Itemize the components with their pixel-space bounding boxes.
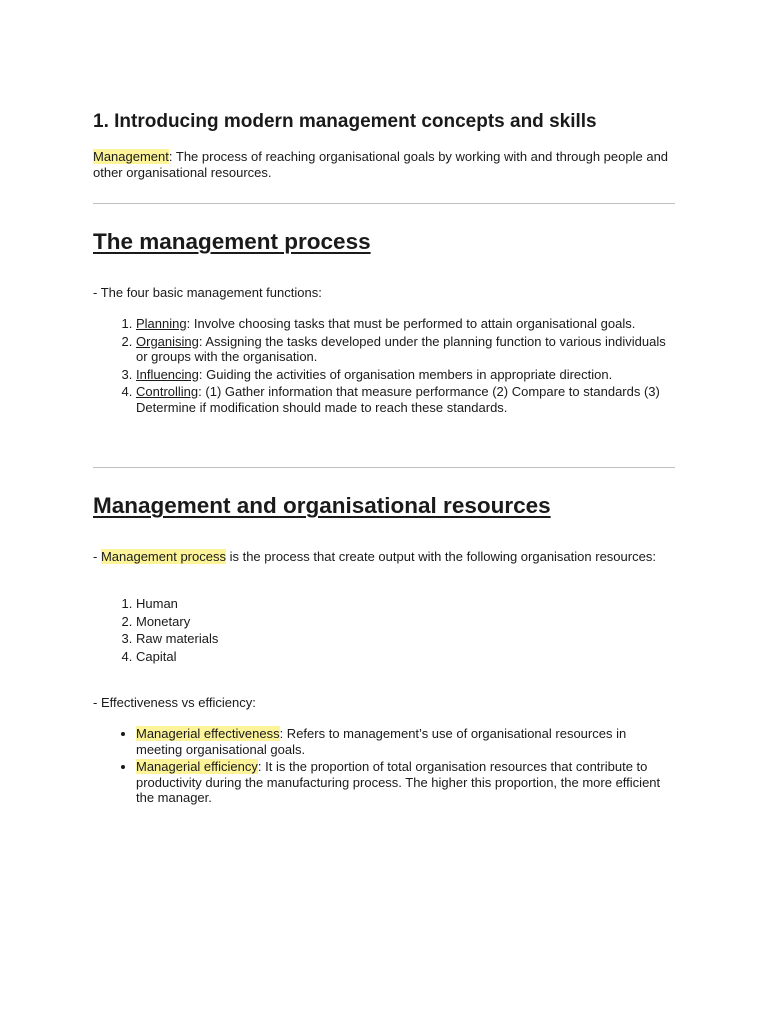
highlighted-term: Management bbox=[93, 149, 169, 164]
list-item: 4. Controlling: (1) Gather information that measure performance (2) Compare to standards (3) Determine if modification should made to reach these standards. bbox=[136, 384, 675, 415]
list-item: 1. Planning: Involve choosing tasks that must be performed to attain organisational goals. bbox=[136, 316, 675, 332]
list-item: • Managerial efficiency: It is the proportion of total organisation resources that contribute to productivity during the manufacturing process. The higher this proportion, the more efficient the manager. bbox=[136, 759, 675, 806]
heading-management-process: The management process bbox=[93, 229, 371, 254]
divider bbox=[93, 203, 675, 204]
highlighted-term: Management process bbox=[100, 549, 226, 564]
definition-text: : The process of reaching organisational goals by working with and through people and other organisational resources. bbox=[93, 149, 669, 180]
functions-list bbox=[93, 316, 675, 417]
list-item: 1. Human bbox=[136, 596, 675, 612]
list-item: 3. Influencing: Guiding the activities of organisation members in appropriate direction. bbox=[136, 367, 675, 383]
section-title-intro: 1. Introducing modern management concepts and skills bbox=[93, 111, 597, 132]
function-term: Influencing bbox=[136, 366, 199, 382]
effectiveness-intro: - Effectiveness vs efficiency: bbox=[93, 695, 256, 710]
effectiveness-list bbox=[93, 726, 675, 808]
highlighted-term: Managerial efficiency bbox=[136, 759, 258, 774]
highlighted-term: Managerial effectiveness bbox=[136, 726, 280, 741]
function-term: Organising bbox=[136, 333, 199, 349]
resources-intro: - Management process is the process that create output with the following organisation resources: bbox=[93, 549, 656, 564]
function-term: Controlling bbox=[136, 384, 199, 399]
resources-list bbox=[93, 596, 675, 666]
functions-intro: - The four basic management functions: bbox=[93, 285, 322, 300]
list-item: 4. Capital bbox=[136, 649, 675, 665]
list-item: • Managerial effectiveness: Refers to management’s use of organisational resources in meeting organisational goals. bbox=[136, 726, 675, 757]
list-item: 3. Raw materials bbox=[136, 631, 675, 647]
management-definition bbox=[93, 149, 675, 180]
divider bbox=[93, 467, 675, 468]
heading-management-resources: Management and organisational resources bbox=[93, 493, 551, 518]
function-term: Planning bbox=[136, 316, 187, 331]
list-item: 2. Monetary bbox=[136, 614, 675, 630]
list-item: 2. Organising: Assigning the tasks developed under the planning function to various individuals or groups with the organisation. bbox=[136, 334, 675, 365]
